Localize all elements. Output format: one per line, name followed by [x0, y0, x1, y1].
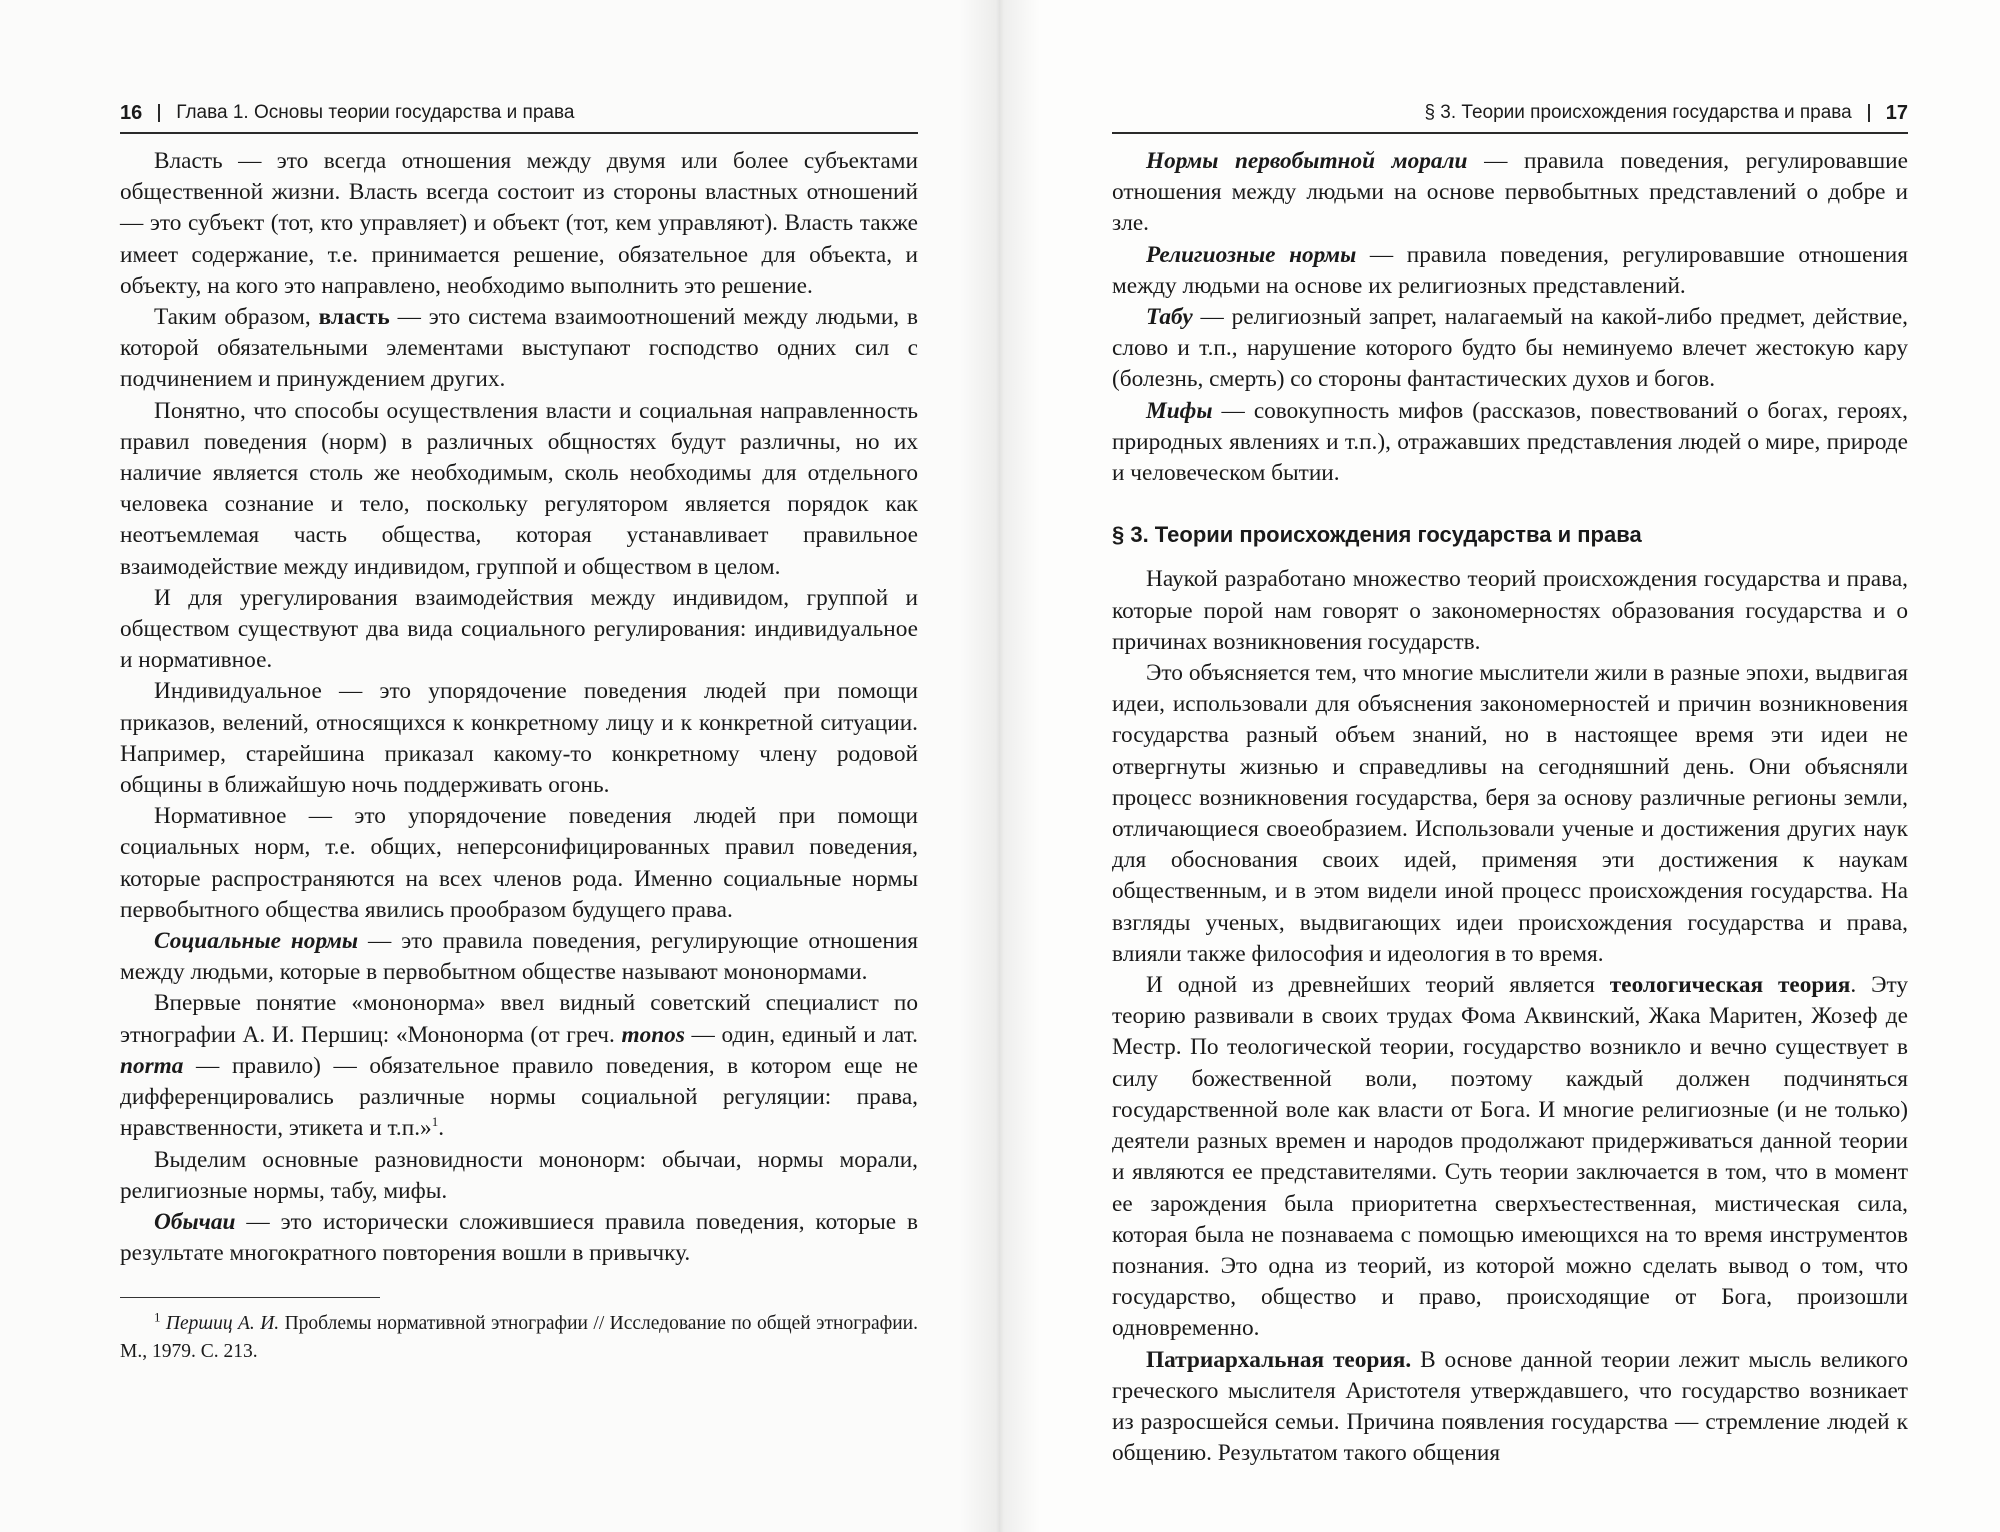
- term-theological-theory: теологическая теория: [1609, 972, 1851, 999]
- paragraph: Обычаи — это исторически сложившиеся правила поведения, которые в результате многократного повторения вошли в привычку.: [120, 1208, 918, 1267]
- paragraph: Нормативное — это упорядочение поведения людей при помощи социальных норм, т.е. общих, неперсонифицированных правил поведения, которые распространяются на всех членов рода. Именно социальные нормы первобытного общества явились прообразом будущего права.: [120, 803, 918, 923]
- paragraph: Впервые понятие «мононорма» ввел видный советский специалист по этнографии А. И. Першиц: «Мононорма (от греч. monos — один, единый и лат. norma — правило) — обязательное правило поведения, в котором еще не дифференцировались различные нормы социальной регуляции: права, нравственности, этикета и т.п.»$^1$.: [120, 990, 918, 1142]
- paragraph: Таким образом, власть — это система взаимоотношений между людьми, в которой обязательными элементами выступают господство одних сил с подчинением и принуждением других.: [120, 304, 918, 393]
- paragraph: Социальные нормы — это правила поведения, регулирующие отношения между людьми, которые в первобытном обществе называют мононормами.: [120, 928, 918, 986]
- paragraph: Патриархальная теория. В основе данной теории лежит мысль великого греческого мыслителя Аристотеля утверждавшего, что государство возникает из разросшейся семьи. Причина появления государства — стремление людей к общению. Результатом такого общения: [1112, 1346, 1908, 1467]
- footnote-author: Першиц А. И.: [165, 1313, 280, 1335]
- paragraph: Религиозные нормы — правила поведения, регулировавшие отношения между людьми на основе их религиозных представлений.: [1112, 241, 1908, 299]
- paragraph: Табу — религиозный запрет, налагаемый на какой-либо предмет, действие, слово и т.п., нарушение которого будто бы неминуемо влечет жестокую кару (болезнь, смерть) со стороны фантастических духов и богов.: [1112, 304, 1908, 393]
- header-separator: [158, 104, 160, 122]
- term-customs: Обычаи: [154, 1208, 236, 1235]
- term-patriarchal-theory: Патриархальная теория.: [1146, 1346, 1412, 1373]
- paragraph: Это объясняется тем, что многие мыслители жили в разные эпохи, выдвигая идеи, использовали для объяснения закономерностей и причин возникновения государства разный объем знаний, но в настоящее время эти идеи не отвергнуты жизнью и справедливы на сегодняшний день. Они объясняли процесс возникновения государства, беря за основу различные регионы земли, отличающиеся своеобразием. Использовали ученые и достижения других наук для обоснования своих идей, применяя эти достижения к наукам общественным, и в этом видели иной процесс происхождения государства. На взгляды ученых, выдвигающих идеи происхождения государства и права, влияли также философия и идеология в то время.: [1112, 660, 1908, 967]
- term-vlast: власть: [318, 304, 390, 331]
- footnote: $^1$ Першиц А. И. Проблемы нормативной этнографии // Исследование по общей этнографии. М., 1979. С. 213.: [120, 1309, 918, 1363]
- section-heading: § 3. Теории происхождения государства и права: [1112, 522, 1642, 548]
- term-primitive-morals: Нормы первобытной морали: [1146, 148, 1468, 174]
- left-body-text: [120, 146, 918, 1269]
- right-body-text: [1112, 146, 1908, 1469]
- term-taboo: Табу: [1146, 304, 1193, 331]
- paragraph: Наукой разработано множество теорий происхождения государства и права, которые порой нам говорят о закономерностях образования государства и о причинах возникновения государств.: [1112, 566, 1908, 655]
- right-header-title: § 3. Теории происхождения государства и права: [1424, 102, 1852, 123]
- footnote-ref[interactable]: 1: [431, 1114, 439, 1130]
- paragraph: Понятно, что способы осуществления власти и социальная направленность правил поведения (норм) в различных общностях будут различны, но их наличие является столь же необходимым, сколь необходимы для отдельного человека сознание и тело, поскольку регулятором является порядок как неотъемлемая часть общества, которая устанавливает правильное взаимодействие между индивидом, группой и обществом в целом.: [120, 397, 918, 580]
- paragraph: И для урегулирования взаимодействия между индивидом, группой и обществом существуют два вида социального регулирования: индивидуальное и нормативное.: [120, 584, 918, 674]
- term-myths: Мифы: [1146, 397, 1213, 424]
- paragraph: Власть — это всегда отношения между двумя или более субъектами общественной жизни. Власть всегда состоит из стороны властных отношений — это субъект (тот, кто управляет) и объект (тот, кем управляют). Власть также имеет содержание, т.е. принимается решение, обязательное для объекта, и объекту, на кого это направлено, необходимо выполнить это решение.: [120, 148, 918, 299]
- left-page-number: 16: [120, 101, 143, 124]
- paragraph: Выделим основные разновидности мононорм: обычаи, нормы морали, религиозные нормы, табу, мифы.: [120, 1146, 918, 1204]
- paragraph: Мифы — совокупность мифов (рассказов, повествований о богах, героях, природных явлениях и т.п.), отражавших представления людей о мире, природе и человеческом бытии.: [1112, 397, 1908, 487]
- right-page: [1000, 0, 2000, 1532]
- term-religious-norms: Религиозные нормы: [1146, 241, 1357, 268]
- footnote-divider: [120, 1297, 380, 1298]
- term-norma: norma: [120, 1052, 184, 1079]
- right-page-number: 17: [1885, 101, 1908, 124]
- header-separator: [1868, 104, 1870, 122]
- term-social-norms: Социальные нормы: [154, 928, 359, 955]
- right-running-head: [1112, 100, 1908, 134]
- paragraph: И одной из древнейших теорий является теологическая теория. Эту теорию развивали в своих трудах Фома Аквинский, Жака Маритен, Жозеф де Местр. По теологической теории, государство возникло и вечно существует в силу божественной воли, поэтому каждый должен подчиняться государственной воле как власти от Бога. И многие религиозные (и не только) деятели разных времен и народов продолжают придерживаться данной теории и являются ее представителями. Суть теории заключается в том, что в момент ее зарождения была приоритетна сверхъестественная, мистическая сила, которая была не познаваема с помощью имеющихся на то время инструментов познания. Это одна из теорий, из которой можно сделать вывод о том, что государство, общество и право, происходящие от Бога, произошли одновременно.: [1112, 972, 1909, 1342]
- term-monos: monos: [621, 1021, 685, 1048]
- left-running-head: [120, 100, 918, 134]
- paragraph: Нормы первобытной морали — правила поведения, регулировавшие отношения между людьми на основе первобытных представлений о добре и зле.: [1112, 148, 1908, 237]
- left-header-title: Глава 1. Основы теории государства и права: [176, 102, 575, 123]
- paragraph: Индивидуальное — это упорядочение поведения людей при помощи приказов, велений, относящихся к конкретному лицу и к конкретной ситуации. Например, старейшина приказал какому-то конкретному члену родовой общины в ближайшую ночь поддерживать огонь.: [120, 678, 918, 799]
